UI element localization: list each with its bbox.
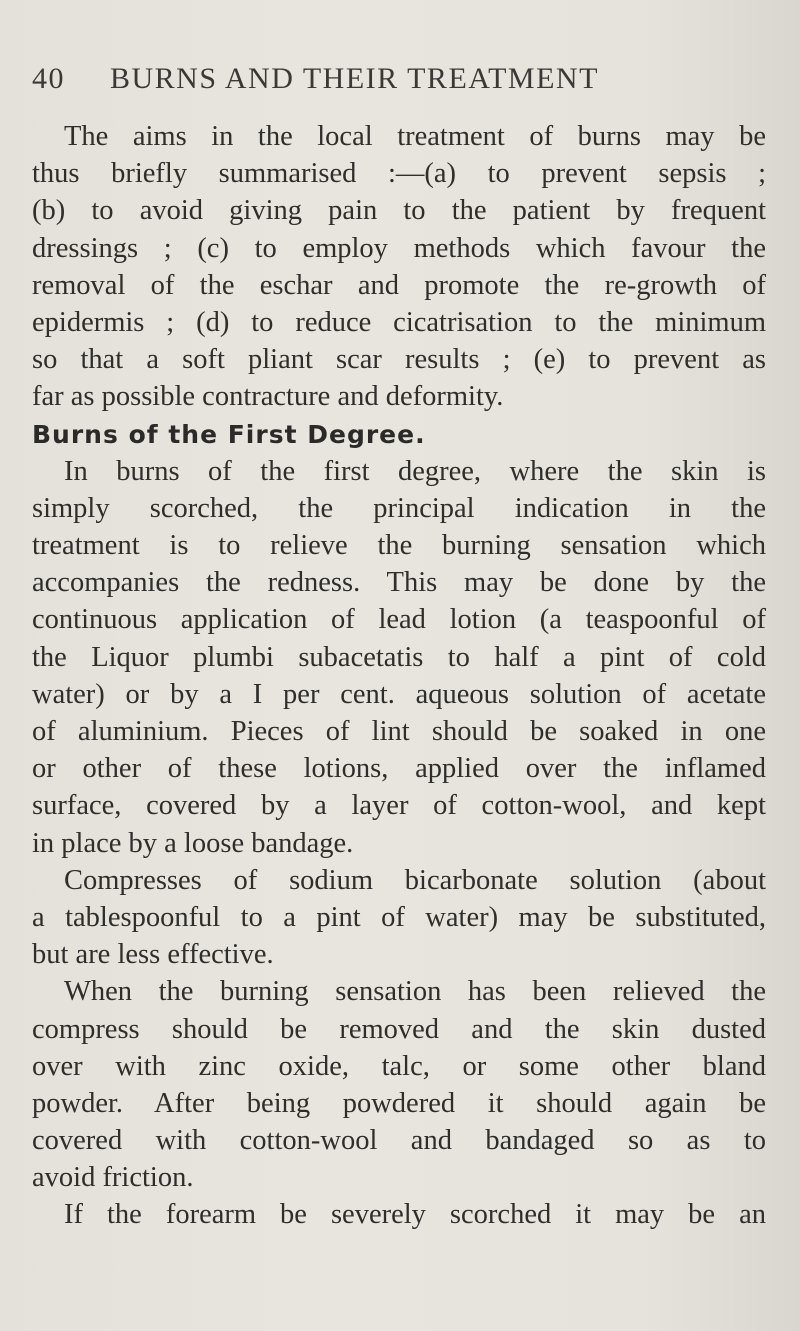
text-line: treatment is to relieve the burning sensation which [32,530,766,562]
text-line: the Liquor plumbi subacetatis to half a pint of cold [32,641,766,673]
text-line: In burns of the first degree, where the skin is [64,455,766,487]
text-line: removal of the eschar and promote the re-growth of [32,269,766,301]
text-line: accompanies the redness. This may be done by the [32,567,766,599]
text-line: epidermis ; (d) to reduce cicatrisation to the minimum [32,306,766,338]
text-line: but are less effective. [32,939,274,971]
text-line: powder. After being powdered it should again be [32,1087,766,1119]
text-line: Compresses of sodium bicarbonate solution (about [64,864,766,896]
text-line: dressings ; (c) to employ methods which favour the [32,232,766,264]
text-line: avoid friction. [32,1162,194,1194]
text-line: over with zinc oxide, talc, or some other bland [32,1050,766,1082]
text-line: of aluminium. Pieces of lint should be soaked in one [32,716,766,747]
text-line: The aims in the local treatment of burns may be [64,121,766,152]
text-line: compress should be removed and the skin dusted [32,1013,766,1045]
text-line: thus briefly summarised :—(a) to prevent sepsis ; [32,158,766,190]
text-line: covered with cotton-wool and bandaged so as to [32,1125,766,1157]
text-line: When the burning sensation has been relieved the [64,976,766,1008]
text-line: or other of these lotions, applied over the inflamed [32,753,766,785]
page-number: 40 [32,62,65,95]
text-line: If the forearm be severely scorched it may be an [64,1199,766,1231]
text-line: simply scorched, the principal indication in the [32,492,766,524]
body-text [32,118,766,1234]
text-line: so that a soft pliant scar results ; (e) to prevent as [32,344,766,376]
text-line: continuous application of lead lotion (a teaspoonful of [32,604,766,636]
text-line: far as possible contracture and deformity. [32,381,504,413]
text-line: in place by a loose bandage. [32,827,354,859]
running-title: BURNS AND THEIR TREATMENT [110,62,599,95]
section-heading: Burns of the First Degree. [32,419,426,449]
text-line: surface, covered by a layer of cotton-wool, and kept [32,790,766,822]
running-head [32,62,752,106]
text-line: a tablespoonful to a pint of water) may be substituted, [32,901,766,933]
text-line: (b) to avoid giving pain to the patient by frequent [32,195,766,227]
text-line: water) or by a I per cent. aqueous solution of acetate [32,678,766,710]
